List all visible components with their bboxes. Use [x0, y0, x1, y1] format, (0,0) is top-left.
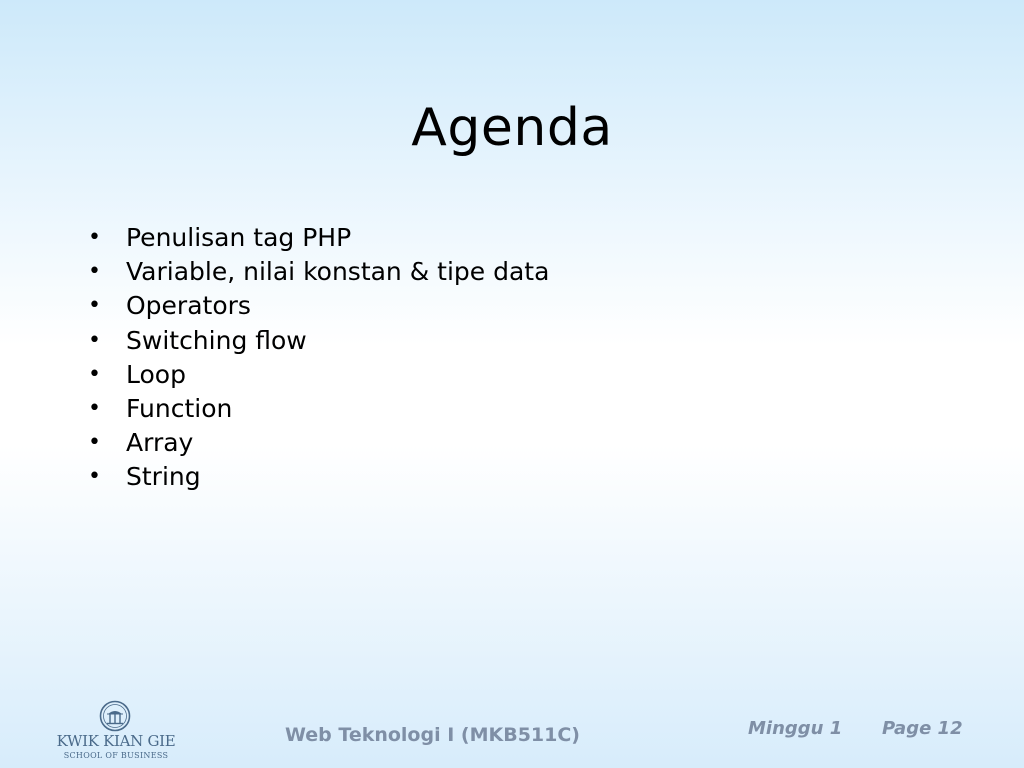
list-item-text: Switching flow	[126, 325, 307, 355]
bullet-icon: •	[88, 327, 101, 353]
bullet-icon: •	[88, 293, 101, 319]
footer-course-name: Web Teknologi I (MKB511C)	[285, 724, 580, 746]
list-item-text: String	[126, 462, 201, 492]
logo-name: KWIK KIAN GIE	[56, 732, 176, 750]
pavilion-emblem-icon	[99, 700, 131, 732]
list-item-text: Operators	[126, 291, 251, 321]
list-item-text: Function	[126, 393, 233, 423]
bullet-icon: •	[88, 430, 101, 456]
slide-title: Agenda	[411, 98, 613, 158]
school-logo	[52, 700, 182, 764]
list-item-text: Variable, nilai konstan & tipe data	[126, 257, 550, 287]
bullet-icon: •	[88, 395, 101, 421]
footer-week: Minggu 1	[748, 718, 843, 739]
footer-page-number: Page 12	[882, 718, 963, 739]
list-item-text: Penulisan tag PHP	[126, 223, 352, 252]
bullet-icon: •	[88, 361, 101, 387]
logo-subtitle: SCHOOL OF BUSINESS	[63, 751, 169, 760]
list-item-text: Loop	[126, 359, 186, 389]
bullet-icon: •	[88, 259, 101, 285]
bullet-icon: •	[88, 225, 101, 250]
list-item-text: Array	[126, 428, 194, 458]
bullet-icon: •	[88, 464, 101, 490]
